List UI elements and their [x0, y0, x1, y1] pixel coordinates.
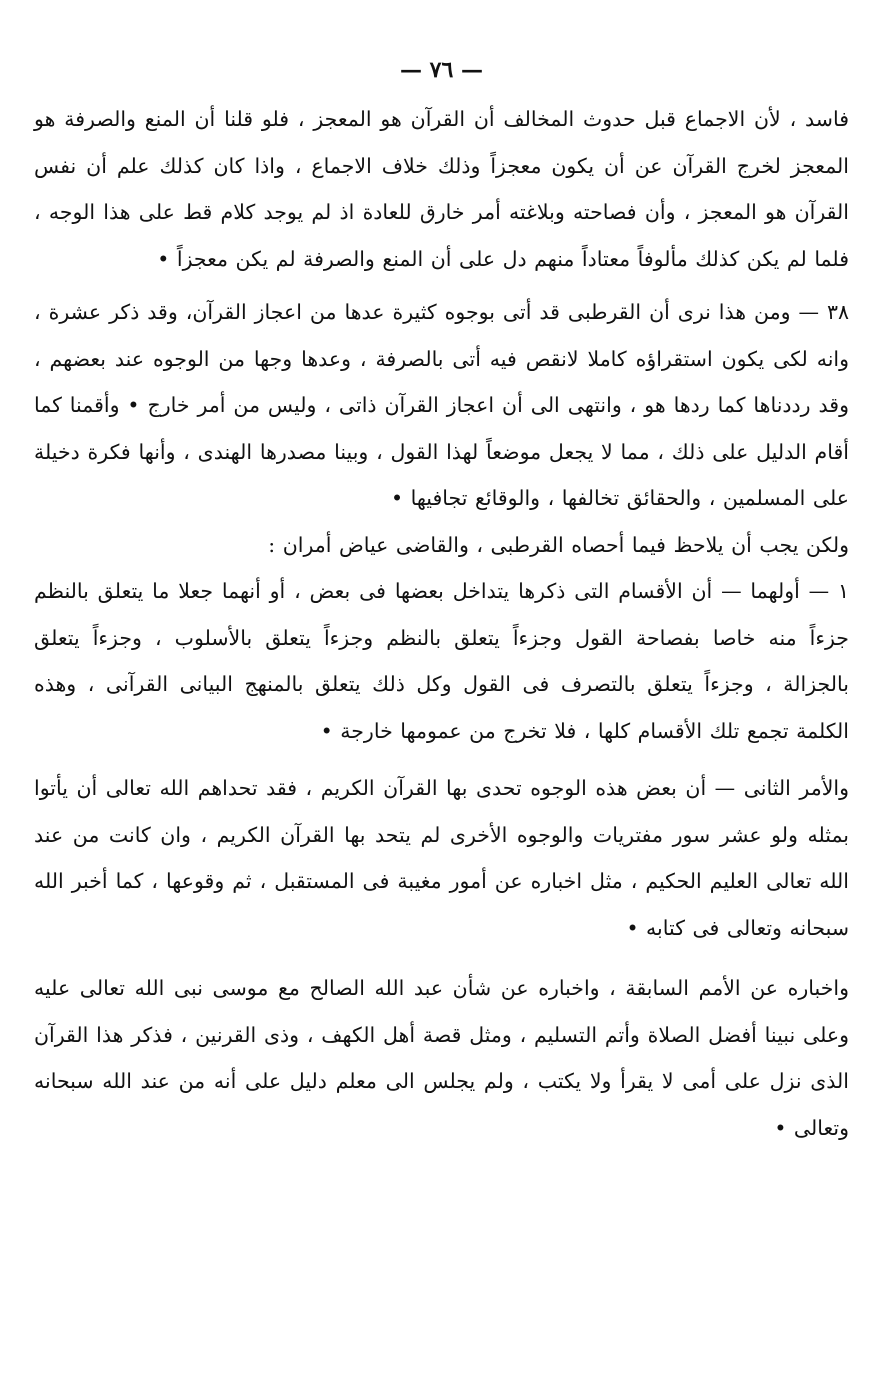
paragraph-6: واخباره عن الأمم السابقة ، واخباره عن شأن عبد الله الصالح مع موسى نبى الله تعالى عليه وعلى نبينا أفضل الصلاة وأتم التسليم ، ومثل قصة أهل الكهف ، وذى القرنين ، فذكر هذا القرآن الذى نزل على أمى لا يقرأ ولا يكتب ، ولم يجلس الى معلم دليل على أنه من عند الله سبحانه وتعالى •: [34, 976, 849, 1140]
paragraph-1: فاسد ، لأن الاجماع قبل حدوث المخالف أن القرآن هو المعجز ، فلو قلنا أن المنع والصرفة هو المعجز لخرج القرآن عن أن يكون معجزاً وذلك خلاف الاجماع ، واذا كان كذلك علم أن نفس القرآن هو المعجز ، وأن فصاحته وبلاغته أمر خارق للعادة اذ لم يوجد كلام قط على هذا الوجه ، فلما لم يكن كذلك مألوفاً معتاداً منهم دل على أن المنع والصرفة لم يكن معجزاً •: [34, 107, 849, 271]
paragraph-5: والأمر الثانى — أن بعض هذه الوجوه تحدى بها القرآن الكريم ، فقد تحداهم الله تعالى أن يأتوا بمثله ولو عشر سور مفتريات والوجوه الأخرى لم يتحد بها القرآن الكريم ، وان كانت من عند الله تعالى العليم الحكيم ، مثل اخباره عن أمور مغيبة فى المستقبل ، ثم وقوعها ، كما أخبر الله سبحانه وتعالى فى كتابه •: [34, 776, 849, 940]
paragraph-3: ولكن يجب أن يلاحظ فيما أحصاه القرطبى ، والقاضى عياض أمران :: [268, 532, 849, 557]
page-number: — ٧٦ —: [400, 57, 483, 83]
book-page: [34, 50, 849, 1151]
paragraph-2: ٣٨ — ومن هذا نرى أن القرطبى قد أتى بوجوه كثيرة عدها من اعجاز القرآن، وقد ذكر عشرة ، وانه لكى يكون استقراؤه كاملا لانقص فيه أتى بالصرفة ، وعدها وجها من الوجوه عند بعضهم ، وقد رددناها كما ردها هو ، وانتهى الى أن اعجاز القرآن ذاتى ، وليس من أمر خارج • وأقمنا كما أقام الدليل على ذلك ، مما لا يجعل موضعاً لهذا القول ، وبينا مصدرها الهندى ، وأنها فكرة دخيلة على المسلمين ، والحقائق تخالفها ، والوقائع تجافيها •: [34, 300, 849, 510]
paragraph-4: ١ — أولهما — أن الأقسام التى ذكرها يتداخل بعضها فى بعض ، أو أنهما جعلا ما يتعلق بالنظم جزءاً منه خاصا بفصاحة القول وجزءاً يتعلق بالنظم وجزءاً يتعلق بالأسلوب ، وجزءاً يتعلق بالجزالة ، وجزءاً يتعلق بالتصرف فى القول وكل ذلك يتعلق بالمنهج البيانى القرآنى ، وهذه الكلمة تجمع تلك الأقسام كلها ، فلا تخرج من عمومها خارجة •: [34, 579, 849, 743]
